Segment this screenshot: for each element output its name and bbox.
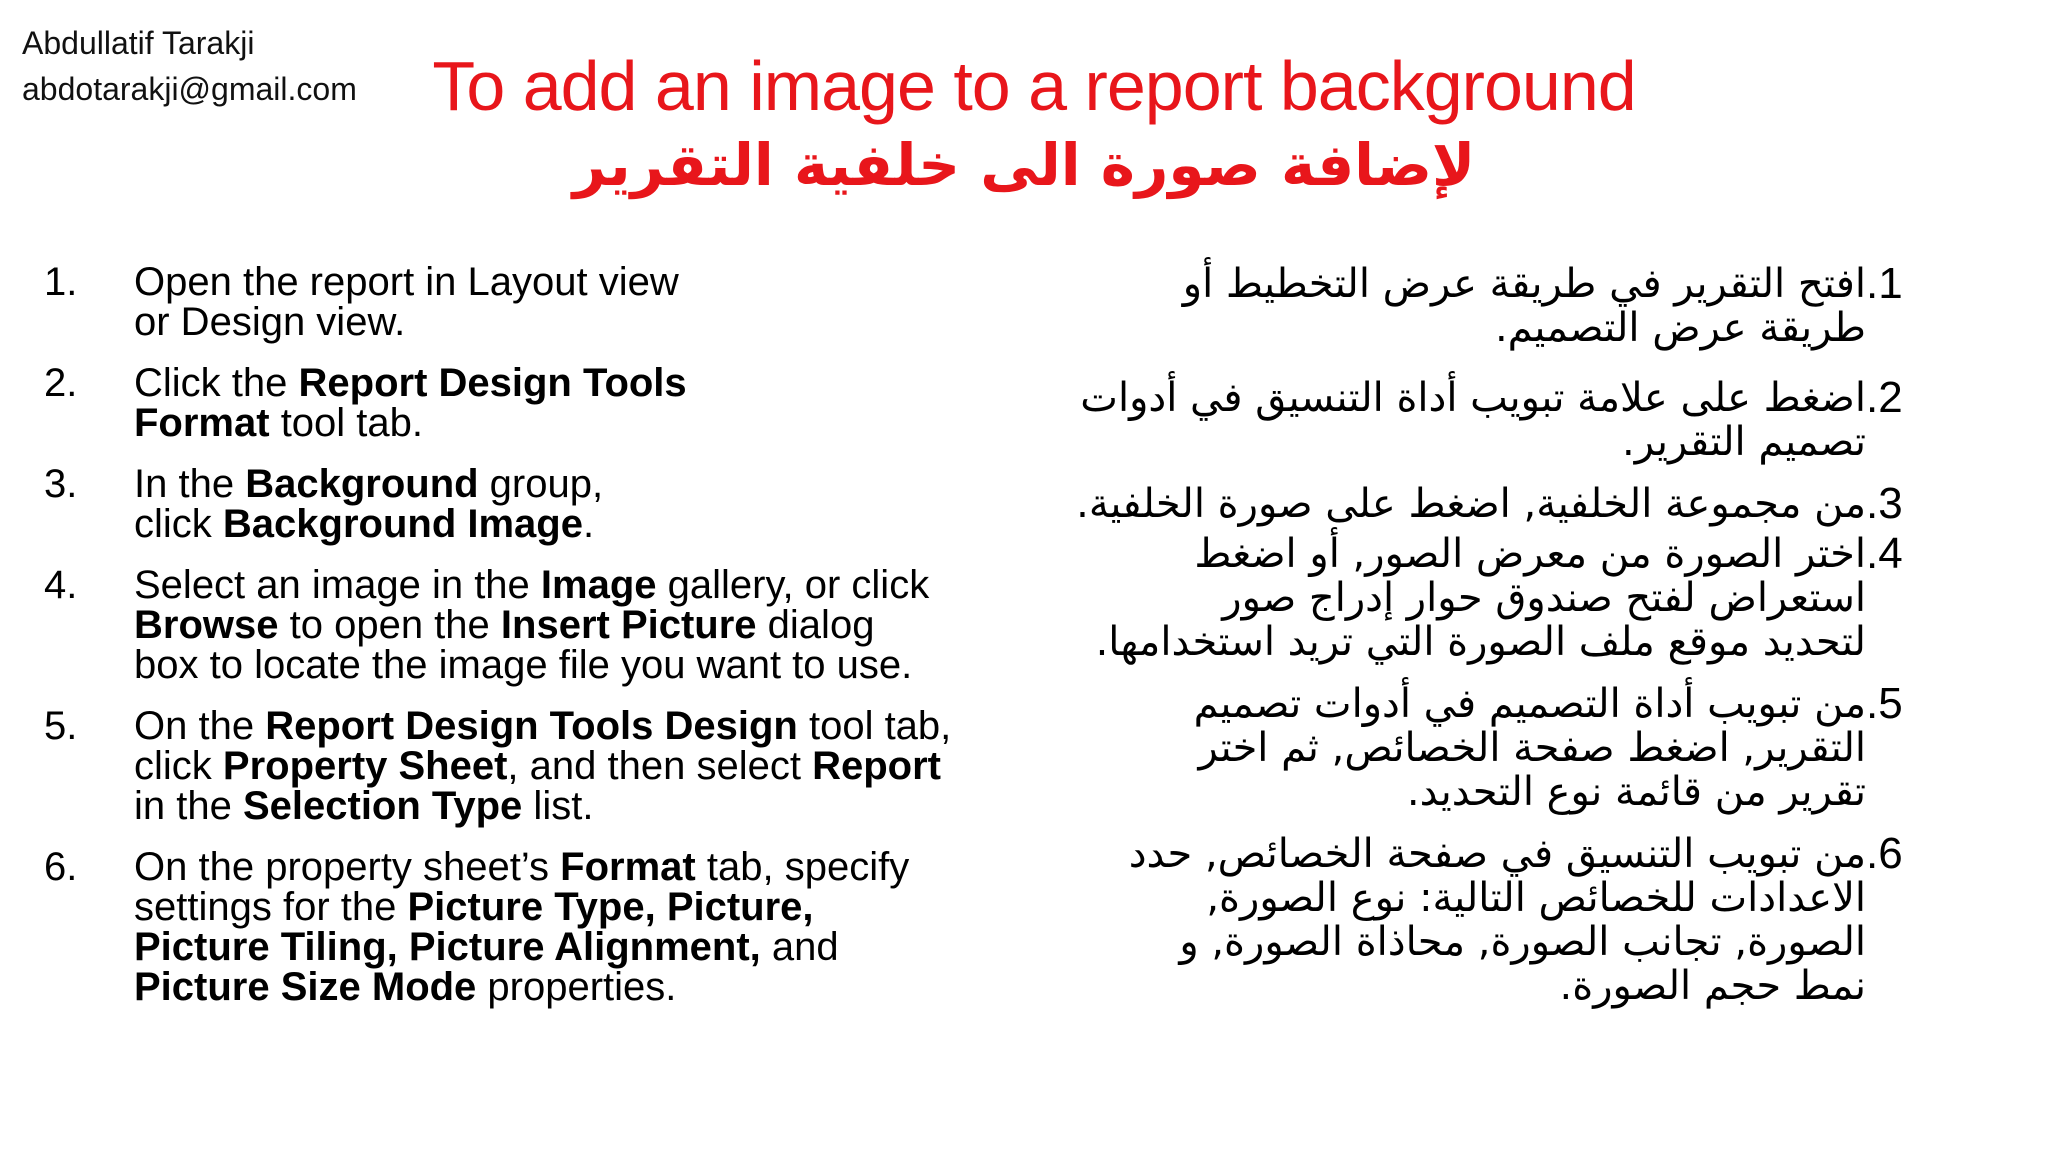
bold-term: Format [560,845,696,889]
step-en-4 [44,565,1004,685]
step-text-part: tool tab, [797,704,952,748]
bold-term: Picture Type, Picture, [407,885,814,929]
step-text [134,363,1004,443]
step-text-part: On the [134,704,266,748]
step-text-part: Open the report in Layout view [134,260,679,304]
step-text-part: . [582,502,595,546]
step-text-part: Click the [134,361,299,405]
page-title: To add an image to a report background [432,47,1636,125]
step-en-1 [44,262,1004,342]
bold-term: Background [245,462,479,506]
step-number: .5 [1866,679,1903,728]
step-number: 6. [44,845,78,889]
step-text-part: properties. [476,965,677,1009]
step-text [1036,482,1866,526]
step-text [1036,682,1866,814]
step-text [134,262,1004,342]
step-text-part: On the property sheet’s [134,845,561,889]
step-text-line: تصميم التقرير. [1622,419,1866,465]
step-text [1036,832,1866,1008]
step-number: .1 [1866,259,1903,308]
step-text-part: dialog [756,603,875,647]
step-text-part: group, [478,462,604,506]
step-text-part: to open the [278,603,501,647]
bold-term: Report Design Tools Design [265,704,798,748]
step-text-part: gallery, or click [656,563,930,607]
step-text-line: اختر الصورة من معرض الصور, أو اضغط [1194,531,1866,577]
step-number: .4 [1866,529,1903,578]
step-en-6 [44,847,1004,1007]
step-text-line: استعراض لفتح صندوق حوار إدراج صور [1222,575,1866,621]
step-text-line: من تبويب أداة التصميم في أدوات تصميم [1193,681,1866,727]
page-title-arabic: لإضافة صورة الى خلفية التقرير [572,131,1476,199]
step-number: 4. [44,563,78,607]
step-text [134,565,1004,685]
step-text-line: افتح التقرير في طريقة عرض التخطيط أو [1182,261,1866,307]
step-text-part: settings for the [134,885,408,929]
step-text-part: box to locate the image file you want to use. [134,643,913,687]
step-text-line: نمط حجم الصورة. [1559,963,1866,1009]
step-en-3 [44,464,1004,544]
bold-term: Picture Size Mode [134,965,477,1009]
step-text-line: اضغط على علامة تبويب أداة التنسيق في أدوات [1080,375,1866,421]
steps-list-arabic [1036,259,1956,1009]
step-number: .6 [1866,829,1903,878]
step-number: 2. [44,361,78,405]
bold-term: Image [540,563,657,607]
step-text-line: التقرير, اضغط صفحة الخصائص, ثم اختر [1198,725,1866,771]
step-text-part: or Design view. [134,300,406,344]
step-ar-6 [1036,829,1956,1009]
step-ar-5 [1036,679,1956,815]
bold-term: Format [134,401,270,445]
step-text-line: من تبويب التنسيق في صفحة الخصائص, حدد [1128,831,1866,877]
step-text-line: الصورة, تجانب الصورة, محاذاة الصورة, و [1179,919,1866,965]
step-number: .2 [1866,373,1903,422]
step-ar-4 [1036,529,1956,665]
step-number: .3 [1866,479,1903,528]
step-text-part: tool tab. [269,401,424,445]
step-ar-2 [1036,373,1956,465]
bold-term: Picture Tiling, Picture Alignment, [134,925,761,969]
step-text-part: list. [522,784,594,828]
step-text [1036,376,1866,464]
step-text-line: تقرير من قائمة نوع التحديد. [1406,769,1866,815]
bold-term: Selection Type [242,784,523,828]
step-text [134,706,1004,826]
step-text-part: click [134,744,223,788]
step-text-part: tab, specify [695,845,910,889]
step-number: 3. [44,462,78,506]
step-text-part: click [134,502,223,546]
step-text-part: in the [134,784,243,828]
bold-term: Background Image [222,502,583,546]
step-ar-1 [1036,259,1956,351]
bold-term: Report [812,744,941,788]
step-text [134,847,1004,1007]
step-text-line: طريقة عرض التصميم. [1494,305,1866,351]
step-text-line: من مجموعة الخلفية, اضغط على صورة الخلفية. [1076,481,1866,527]
steps-list-english [44,262,1004,1028]
step-text-part: , and then select [507,744,813,788]
author-email: abdotarakji@gmail.com [22,71,357,107]
step-en-5 [44,706,1004,826]
step-text-part: In the [134,462,246,506]
step-en-2 [44,363,1004,443]
step-text-part: Select an image in the [134,563,541,607]
step-text-line: الاعدادات للخصائص التالية: نوع الصورة, [1206,875,1866,921]
bold-term: Report Design Tools [298,361,687,405]
step-ar-3 [1036,479,1956,528]
bold-term: Insert Picture [500,603,757,647]
bold-term: Property Sheet [222,744,508,788]
step-text [134,464,1004,544]
step-text [1036,262,1866,350]
step-number: 1. [44,260,78,304]
author-name: Abdullatif Tarakji [22,25,255,61]
step-text-line: لتحديد موقع ملف الصورة التي تريد استخدامها. [1095,619,1866,665]
step-text-part: and [760,925,839,969]
step-text [1036,532,1866,664]
bold-term: Browse [134,603,279,647]
step-number: 5. [44,704,78,748]
